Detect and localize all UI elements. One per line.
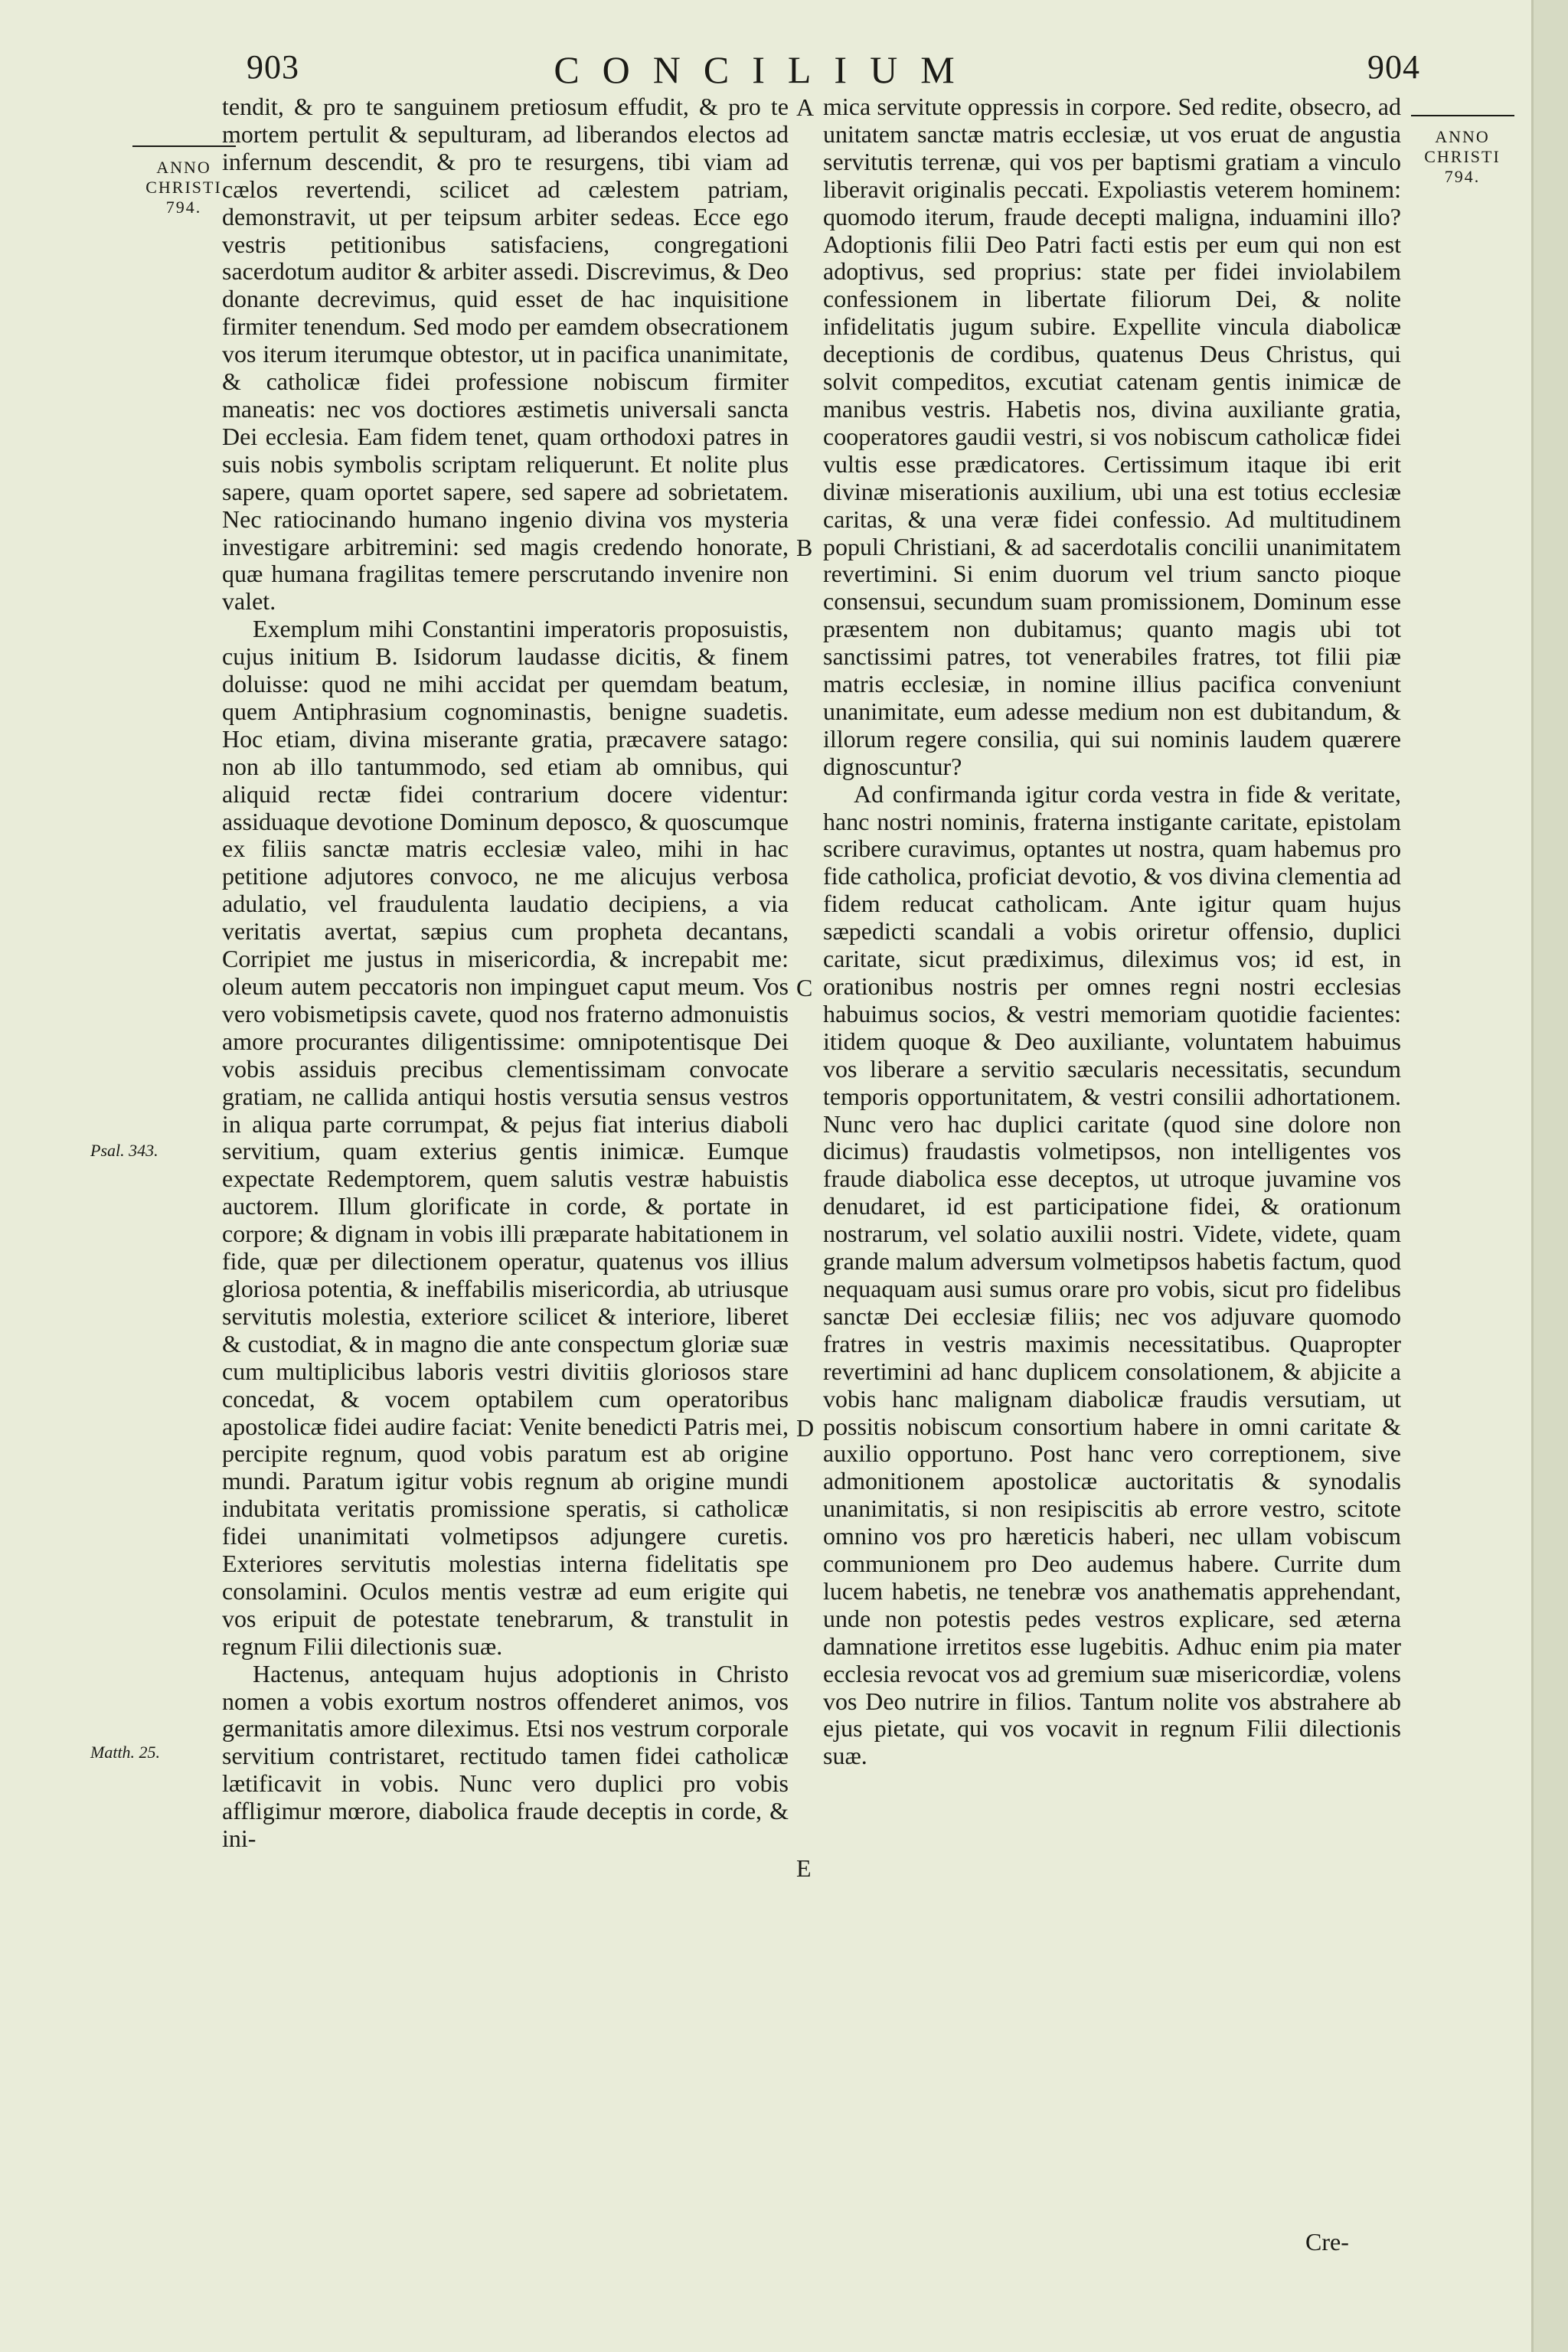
page-number-left: 903 xyxy=(247,48,299,86)
paragraph: Exemplum mihi Constantini imperatoris proposuistis, cujus initium B. Isidorum laudasse dicitis, & finem doluisse: quod ne mihi accidat per quemdam beatum, quem Antiphrasium cognominastis, benigne suadetis. Hoc etiam, divina miserante gratia, præcavere satago: non ab illo tantummodo, sed etiam ab omnibus, qui aliquid rectæ fidei contrarium docere videntur: assiduaque devotione Dominum deposco, & quoscumque ex filiis sanctæ matris ecclesiæ valeo, mihi in hac petitione adjutores convoco, ne me alicujus verbosa adulatio, vel fraudulenta laudatio decipiens, a via veritatis avertat, sæpius cum propheta decantans, Corripiet me justus in misericordia, & increpabit me: oleum autem peccatoris non impinguet caput meum. Vos vero vobismetipsis cavete, quod nos fraterno admonuistis amore procurantes diligentissime: omnipotentisque Dei vobis assiduis precibus clementissimam convocate gratiam, ne callida antiqui hostis versutia sensus vestros in aliqua parte corrumpat, & pejus fiat interius diaboli servitium, quam exterius gentis inimicæ. Eumque expectate Redemptorem, quem salutis vestræ habuistis auctorem. Illum glorificate in corde, & portate in corpore; & dignam in vobis illi præparate habitationem in fide, quæ per dilectionem operatur, quatenus vos illius gloriosa potentia, & ineffabilis misericordia, ab utriusque servitutis molestia, exteriore scilicet & interiore, liberet & custodiat, & in magno die ante conspectum gloriæ suæ cum multiplicibus laboris vestri divitiis gloriosos stare concedat, & vocem optabilem cum operatoribus apostolicæ fidei audire faciat: Venite benedicti Patris mei, percipite regnum, quod vobis paratum est ab origine mundi. Paratum igitur vobis regnum ab origine mundi indubitata veritatis promissione speratis, si catholicæ fidei unanimitati volmetipsos adjungere curetis. Exteriores servitutis molestias interna fidelitatis spe consolamini. Oculos mentis vestræ ad eum erigite qui vos eripuit de potestate tenebrarum, & transtulit in regnum Filii dilectionis suæ. xyxy=(222,615,789,1660)
text-column-left xyxy=(222,93,789,1853)
paragraph: Ad confirmanda igitur corda vestra in fide & veritate, hanc nostri nominis, fraterna instigante caritate, epistolam scribere curavimus, optantes ut nostra, quam habemus pro fide catholica, proficiat devotio, & vos divina clementia ad fidem reducat catholicam. Ante igitur quam hujus sæpedicti scandali a vobis oriretur offensio, duplici caritate, sicut prædiximus, dileximus vos; id est, in orationibus nostris per omnes regni nostri ecclesias habuimus socios, & vestri memoriam quotidie facientes: itidem quoque & Deo auxiliante, voluntatem habuimus vos liberare a servitio sæcularis necessitatis, secundum temporis opportunitatem, & vestri consilii adhortationem. Nunc vero hac duplici caritate (quod sine dolore non dicimus) fraudastis volmetipsos, non intelligentes vos fraude diabolica esse deceptos, ut utroque juvamine vos denudaret, id est participatione fidei, & orationum nostrarum, vel solatio auxilii nostri. Videte, videte, quam grande malum adversum volmetipsos habetis factum, quod nequaquam ausi sumus orare pro vobis, sicut pro fidelibus sanctæ Dei ecclesiæ filiis; nec vos adjuvare quomodo fratres in vestris maximis necessitatibus. Quapropter revertimini ad hanc duplicem consolationem, & abjicite a vobis hanc malignam diabolicæ fraudis versutiam, ut possitis nobiscum consortium habere in omni caritate & auxilio opportuno. Post hanc vero correptionem, sive admonitionem apostolicæ auctoritatis & synodalis unanimitatis, si non resipiscitis ab errore vestro, scitote omnino vos pro hæreticis haberi, nec ullam vobiscum communionem pro Deo audemus habere. Currite dum lucem habetis, ne tenebræ vos anathematis apprehendant, unde non potestis pedes vestros explicare, sed æterna damnatione irretitos esse lugebitis. Adhuc enim pia mater ecclesia revocat vos ad gremium suæ misericordiæ, volens vos Deo nutrire in filios. Tantum nolite vos abstrahere ab ejus pietate, qui vos vocavit in regnum Filii dilectionis suæ. xyxy=(823,779,1401,1770)
margin-ref-psalm: Psal. 343. xyxy=(90,1141,158,1160)
paragraph: Hactenus, antequam hujus adoptionis in Christo nomen a vobis exortum nostros offenderet animos, vos germanitatis amore dileximus. Etsi nos vestrum corporale servitium contristaret, rectitudo tamen fidei catholicæ lætificavit in vobis. Nunc vero duplici pro vobis affligimur mœrore, diabolica fraude deceptis in corde, & ini- xyxy=(222,1659,789,1853)
page-number-right: 904 xyxy=(1367,48,1420,86)
section-letter-e: E xyxy=(796,1854,812,1882)
section-letter-d: D xyxy=(796,1414,815,1442)
paragraph: tendit, & pro te sanguinem pretiosum effudit, & pro te mortem pertulit & sepulturam, ad liberandos electos ad infernum descendit, & pro te resurgens, tibi viam ad cælos revertendi, scilicet ad cælestem patriam, demonstravit, ut per teipsum arbiter sedeas. Ecce ego vestris petitionibus satisfaciens, congregationi sacerdotum auditor & arbiter assedi. Discrevimus, & Deo donante decrevimus, quid esset de hac inquisitione firmiter tenendum. Sed modo per eamdem obsecrationem vos iterum iterumque obtestor, ut in pacifica unanimitate, & catholicæ fidei professione nobiscum firmiter maneatis: nec vos doctiores æstimetis universali sancta Dei ecclesia. Eam fidem tenet, quam orthodoxi patres in suis nobis symbolis scriptam reliquerunt. Et nolite plus sapere, quam oportet sapere, sed sapere ad sobrietatem. Nec ratiocinando humano ingenio divina vos mysteria investigare arbitremini: sed magis credendo honorate, quæ humana fragilitas temere perscrutando invenire non valet. xyxy=(222,93,789,616)
catchword: Cre- xyxy=(1305,2228,1349,2256)
section-letter-a: A xyxy=(796,93,815,121)
text-column-right xyxy=(823,93,1401,1770)
paragraph: mica servitute oppressis in corpore. Sed redite, obsecro, ad unitatem sanctæ matris ecclesiæ, ut vos eruat de angustia servitutis terrenæ, qui vos per baptismi gratiam a vinculo liberavit originalis peccati. Expoliastis veterem hominem: quomodo iterum, fraude decepti maligna, induamini illo? Adoptionis filii Deo Patri facti estis per eum qui non est adoptivus, sed proprius: state per fidei inviolabilem confessionem in libertate filiorum Dei, & nolite infidelitatis jugum subire. Expellite vincula diabolicæ deceptionis de cordibus, quatenus Deus Christus, qui solvit compeditos, excutiat catenam gentis inimicæ de manibus vestris. Habetis nos, divina auxiliante gratia, cooperatores gaudii vestri, si vos nobiscum catholicæ fidei vultis esse prædicatores. Certissimum itaque ibi erit divinæ miserationis auxilium, ubi una est totius ecclesiæ caritas, & una veræ fidei confessio. Ad multitudinem populi Christiani, & ad sacerdotalis concilii unanimitatem revertimini. Si enim duorum vel trium sancto pioque consensui, secundum suam promissionem, Dominum esse præsentem non dubitamus; quanto magis ubi tot sanctissimi patres, tot venerabiles fratres, tot filii piæ matris ecclesiæ, in nomine illius pacifica conveniunt unanimitate, eum adesse medium non est dubitandum, & illorum regere consilia, qui sui nominis laudem quærere dignoscuntur? xyxy=(823,93,1401,780)
running-title: CONCILIUM xyxy=(554,48,978,91)
section-letter-b: B xyxy=(796,534,813,561)
margin-anno-right xyxy=(1409,115,1516,187)
margin-rule-left xyxy=(132,145,236,147)
section-letter-c: C xyxy=(796,974,813,1001)
anno-right-text: ANNO CHRISTI 794. xyxy=(1424,127,1501,186)
next-page-edge xyxy=(1531,0,1568,2352)
margin-ref-matthew: Matth. 25. xyxy=(90,1743,161,1762)
anno-left-text: ANNO CHRISTI 794. xyxy=(145,158,222,217)
margin-rule-right xyxy=(1411,115,1514,116)
